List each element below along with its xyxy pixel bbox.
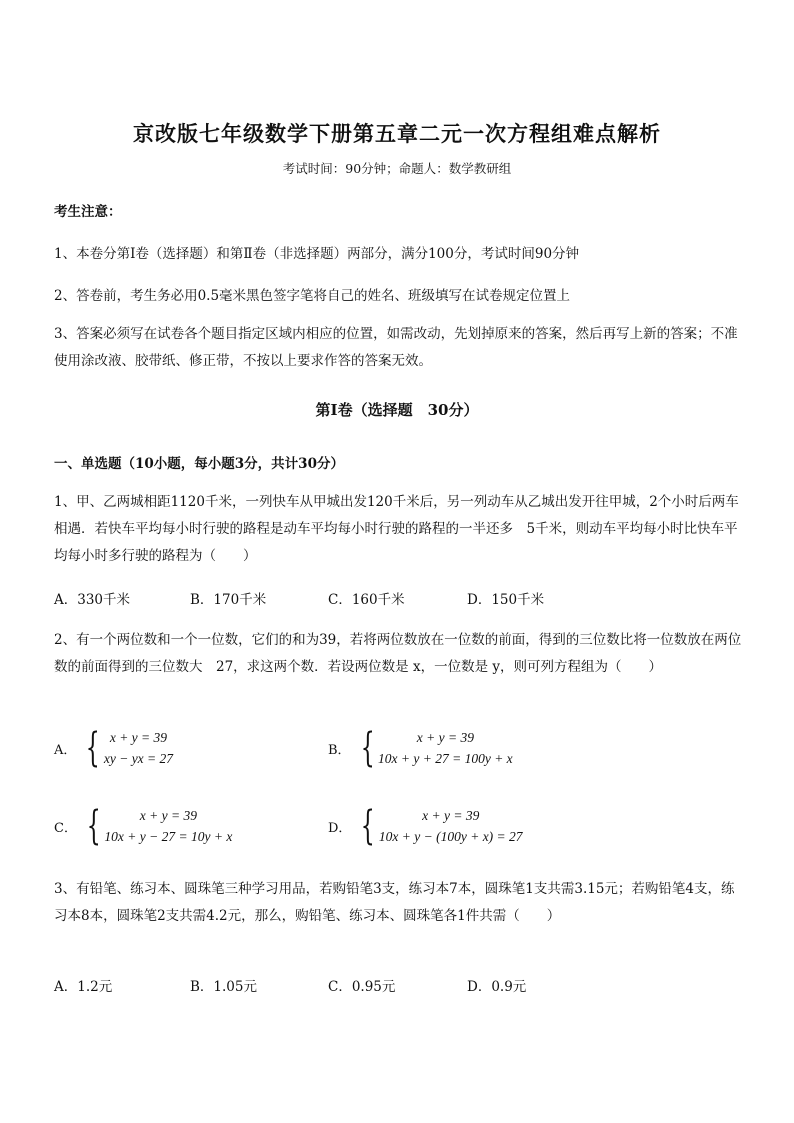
part-heading: 一、单选题（10小题，每小题3分，共计30分）: [54, 456, 344, 472]
left-brace-icon: {: [361, 803, 376, 849]
q2-option-c[interactable]: [54, 805, 232, 847]
section-title: 第Ⅰ卷（选择题 30分）: [315, 401, 479, 419]
q3-option-c[interactable]: C．0.95元: [328, 979, 396, 995]
exam-info: 考试时间：90分钟；命题人：数学教研组: [282, 161, 512, 176]
q2-option-a[interactable]: [54, 727, 173, 769]
equation-a-2: xy − yx = 27: [103, 751, 174, 766]
equation-b-2: 10x + y + 27 = 100y + x: [378, 751, 513, 766]
q3-option-b[interactable]: B．1.05元: [190, 979, 257, 995]
q1-option-a[interactable]: A．330千米: [54, 592, 131, 608]
equation-system-a: [104, 727, 173, 769]
q3-option-d[interactable]: D．0.9元: [467, 979, 527, 995]
equation-system-b: [378, 727, 513, 769]
q3-option-a[interactable]: A．1.2元: [54, 979, 113, 995]
q1-option-d[interactable]: D．150千米: [467, 592, 545, 608]
q2-option-d[interactable]: [328, 805, 523, 847]
notice-item-3: 3、答案必须写在试卷各个题目指定区域内相应的位置，如需改动，先划掉原来的答案，然后再写上新的答案；不准使用涂改液、胶带纸、修正带，不按以上要求作答的答案无效。: [54, 326, 738, 369]
equation-c-2: 10x + y − 27 = 10y + x: [104, 829, 233, 844]
q2-option-a-label: A．: [54, 742, 77, 758]
left-brace-icon: {: [360, 725, 375, 771]
question-3-stem: 3、有铅笔、练习本、圆珠笔三种学习用品，若购铅笔3支，练习本7本，圆珠笔1支共需3.15元；若购铅笔4支，练习本8本，圆珠笔2支共需4.2元，那么，购铅笔、练习本、圆珠笔各1件共需（ ）: [54, 881, 735, 924]
equation-d-2: 10x + y − (100y + x) = 27: [378, 829, 523, 844]
q2-option-b-label: B．: [328, 742, 351, 758]
left-brace-icon: {: [86, 803, 101, 849]
question-2-stem: 2、有一个两位数和一个一位数，它们的和为39，若将两位数放在一位数的前面，得到的三位数比将一位数放在两位数的前面得到的三位数大 27，求这两个数．若设两位数是 x，一位数是 y，则可列方程组为（ ）: [54, 632, 742, 675]
question-1-stem: 1、甲、乙两城相距1120千米，一列快车从甲城出发120千米后，另一列动车从乙城出发开往甲城，2个小时后两车相遇．若快车平均每小时行驶的路程是动车平均每小时行驶的路程的一半还多 5千米，则动车平均每小时比快车平均每小时多行驶的路程为（ ）: [54, 494, 739, 564]
equation-b-1: x + y = 39: [416, 730, 474, 745]
equation-system-d: [379, 805, 523, 847]
equation-a-1: x + y = 39: [109, 730, 168, 745]
q2-option-b[interactable]: [328, 727, 513, 769]
q2-option-c-label: C．: [54, 820, 77, 836]
notice-item-1: 1、本卷分第Ⅰ卷（选择题）和第Ⅱ卷（非选择题）两部分，满分100分，考试时间90分钟: [54, 246, 580, 262]
page-title: 京改版七年级数学下册第五章二元一次方程组难点解析: [133, 121, 661, 146]
q1-option-c[interactable]: C．160千米: [328, 592, 405, 608]
notice-heading: 考生注意：: [54, 204, 122, 220]
notice-item-2: 2、答卷前，考生务必用0.5毫米黑色签字笔将自己的姓名、班级填写在试卷规定位置上: [54, 288, 571, 304]
equation-d-1: x + y = 39: [422, 808, 480, 823]
q1-option-b[interactable]: B．170千米: [190, 592, 267, 608]
equation-system-c: [104, 805, 232, 847]
equation-c-1: x + y = 39: [139, 808, 197, 823]
left-brace-icon: {: [86, 725, 101, 771]
q2-option-d-label: D．: [328, 820, 352, 836]
